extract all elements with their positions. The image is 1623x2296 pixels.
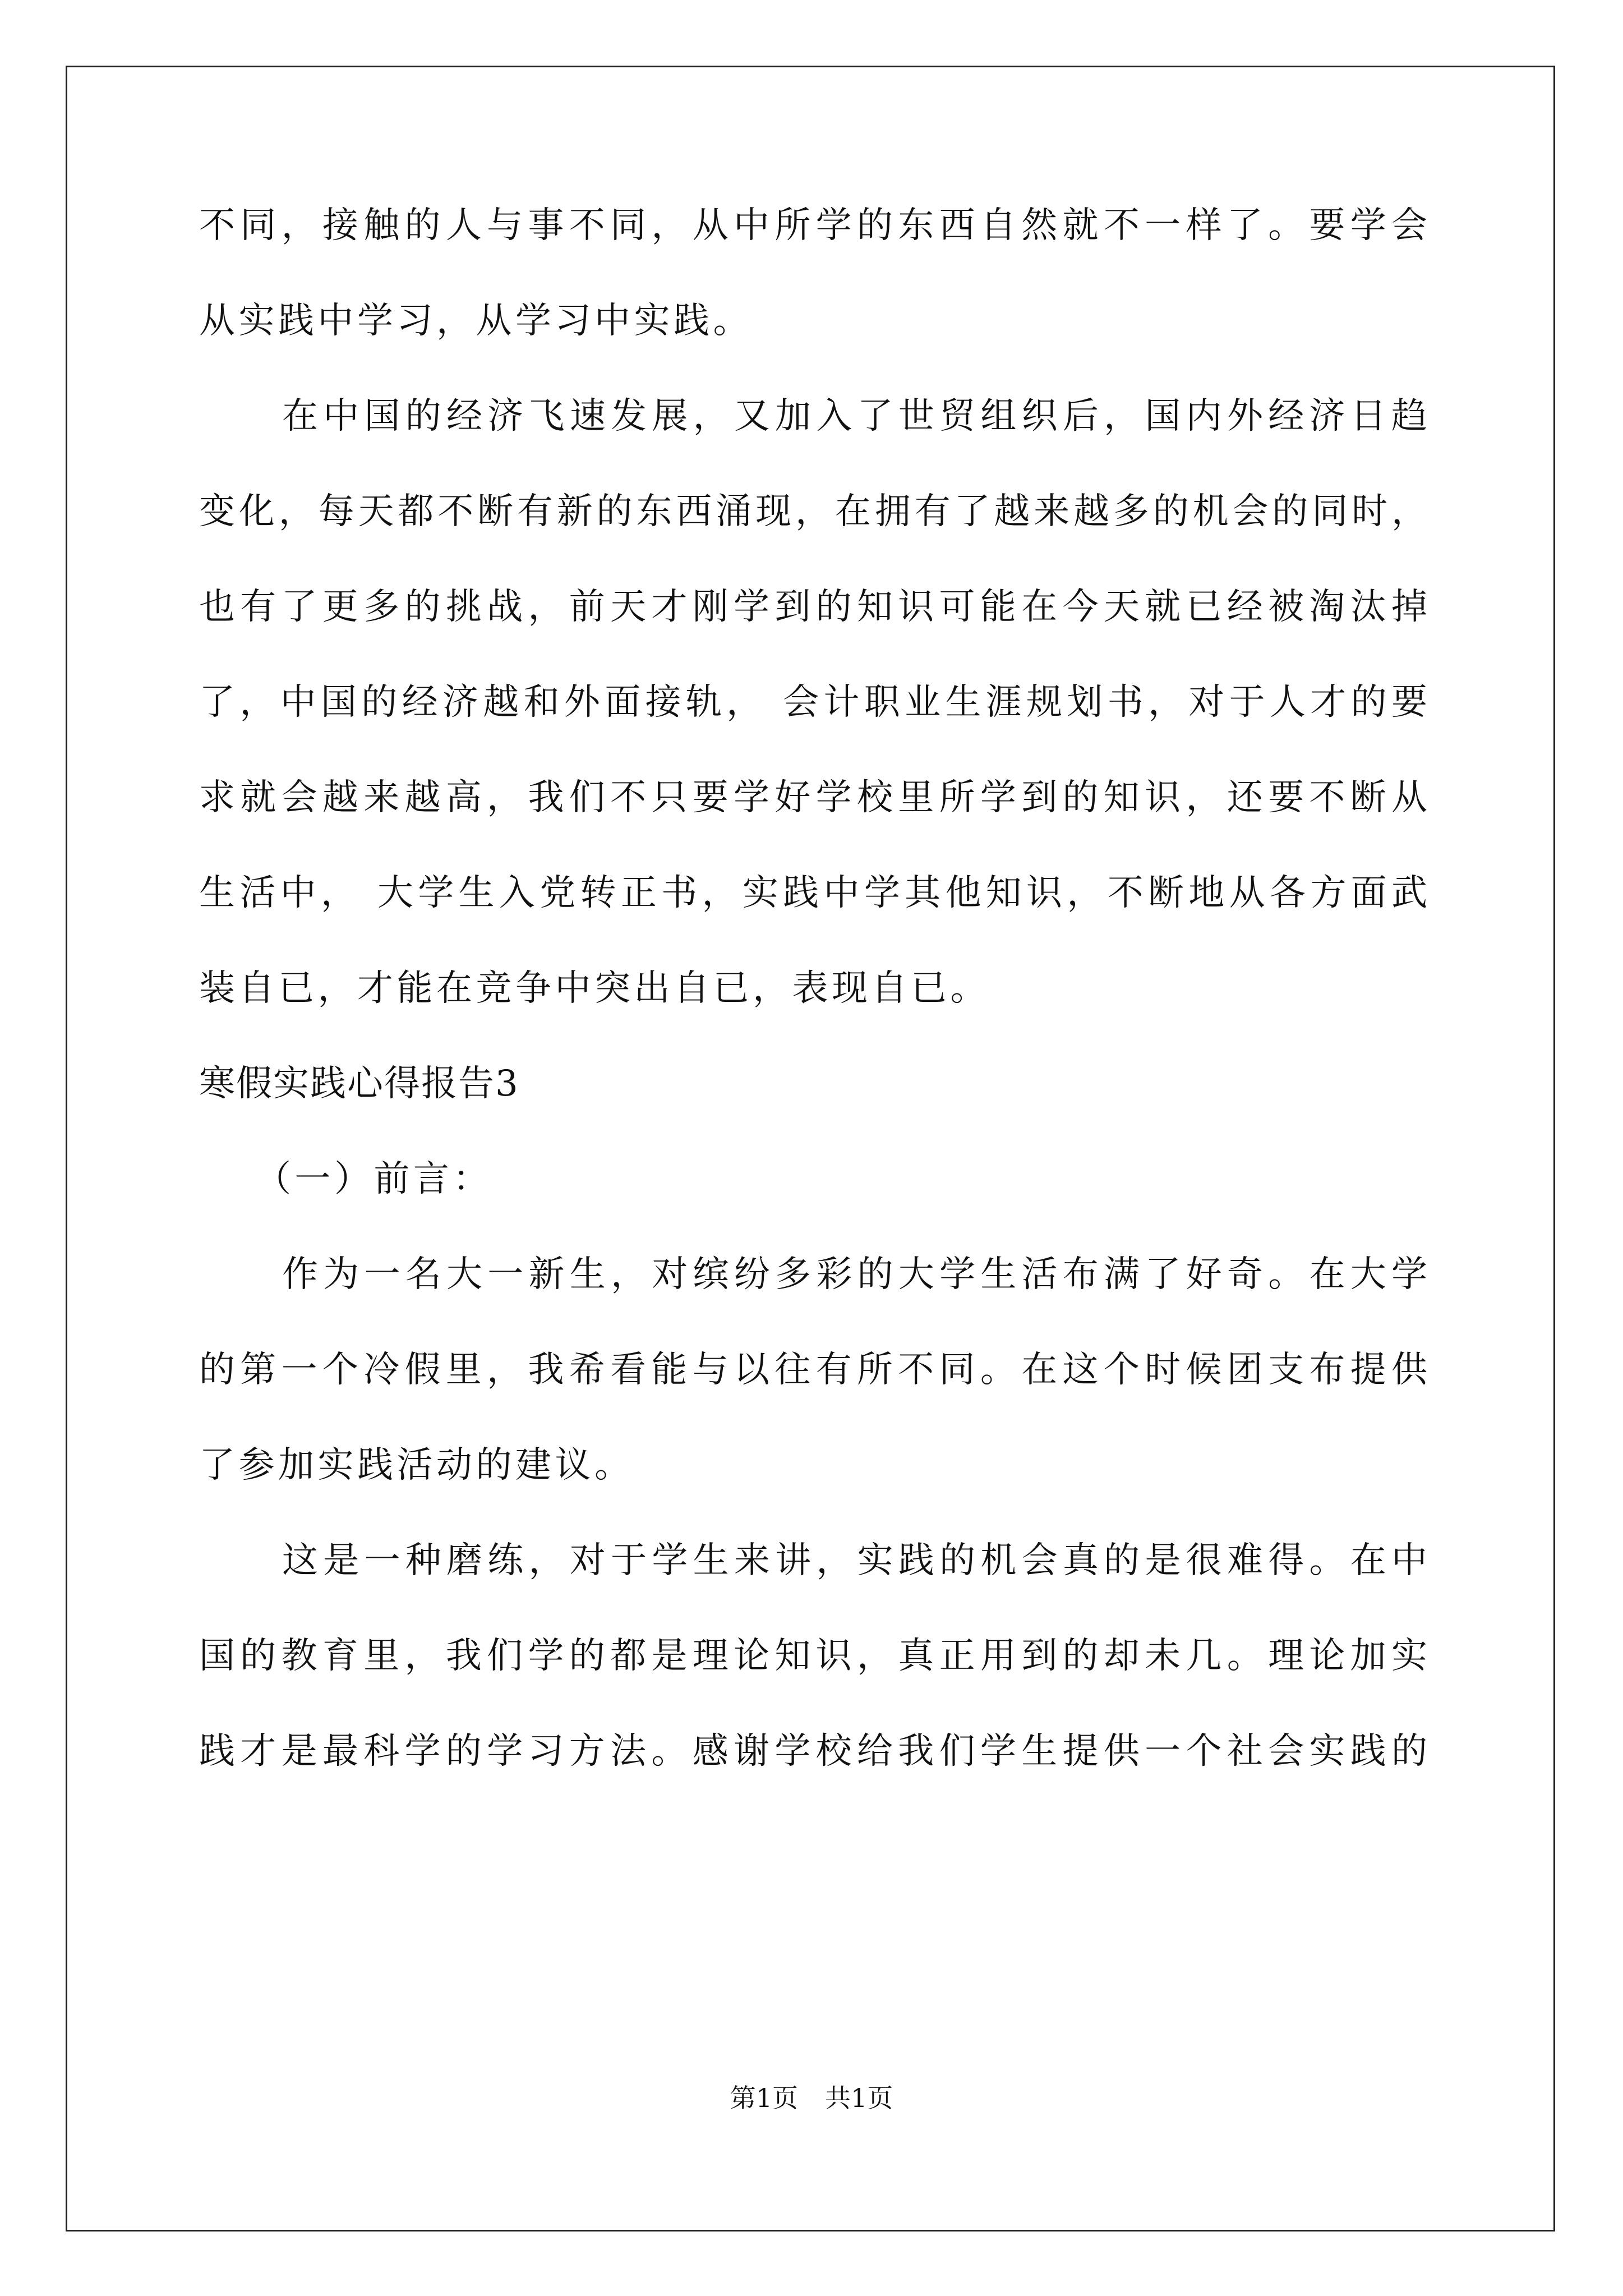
paragraph-line: 生活中， 大学生入党转正书，实践中学其他知识，不断地从各方面武	[199, 872, 1427, 914]
paragraph-line: 求就会越来越高，我们不只要学好学校里所学到的知识，还要不断从	[199, 777, 1427, 818]
section-title: 寒假实践心得报告3	[199, 1063, 519, 1105]
paragraph-line: 变化，每天都不断有新的东西涌现，在拥有了越来越多的机会的同时，	[199, 491, 1427, 532]
paragraph-line: 国的教育里，我们学的都是理论知识，真正用到的却未几。理论加实	[199, 1635, 1427, 1677]
paragraph-line: 践才是最科学的学习方法。感谢学校给我们学生提供一个社会实践的	[199, 1731, 1427, 1772]
page-number: 第1页	[730, 2083, 798, 2113]
paragraph-line: 装自已，才能在竞争中突出自已，表现自已。	[199, 968, 990, 1009]
page-footer	[0, 2081, 1623, 2115]
paragraph-line: 也有了更多的挑战，前天才刚学到的知识可能在今天就已经被淘汰掉	[199, 586, 1427, 628]
paragraph-line: 作为一名大一新生，对缤纷多彩的大学生活布满了好奇。在大学	[282, 1254, 1427, 1295]
section-subheading: （一）前言：	[255, 1158, 492, 1200]
paragraph-line: 从实践中学习，从学习中实践。	[199, 300, 753, 342]
paragraph-line: 在中国的经济飞速发展，又加入了世贸组织后，国内外经济日趋	[282, 395, 1427, 437]
page-total: 共1页	[825, 2083, 893, 2113]
paragraph-line: 的第一个冷假里，我希看能与以往有所不同。在这个时候团支布提供	[199, 1349, 1427, 1391]
document-body	[199, 202, 1427, 1823]
paragraph-line: 不同，接触的人与事不同，从中所学的东西自然就不一样了。要学会	[199, 205, 1427, 246]
paragraph-line: 了，中国的经济越和外面接轨， 会计职业生涯规划书，对于人才的要	[199, 682, 1427, 723]
paragraph-line: 了参加实践活动的建议。	[199, 1444, 634, 1486]
paragraph-line: 这是一种磨练，对于学生来讲，实践的机会真的是很难得。在中	[282, 1540, 1427, 1581]
